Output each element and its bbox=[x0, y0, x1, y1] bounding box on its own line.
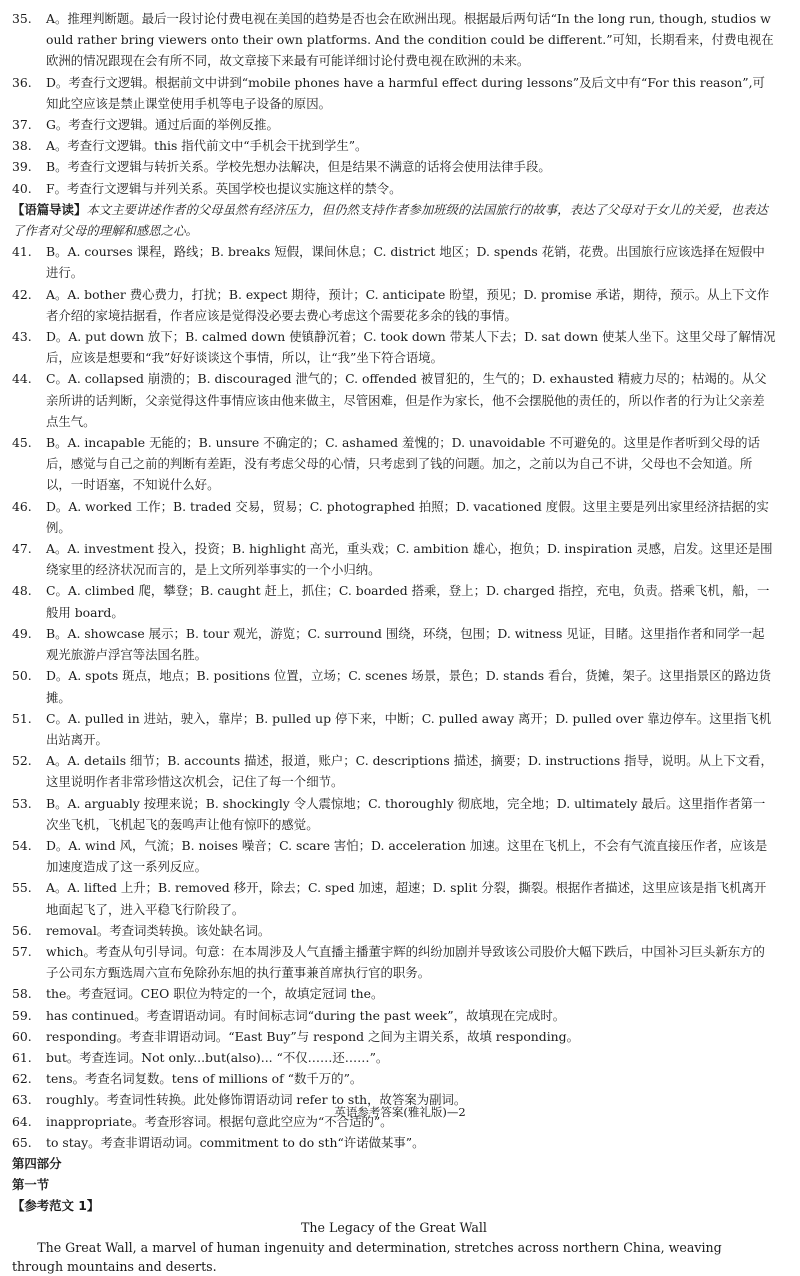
answer-item bbox=[12, 920, 776, 941]
item-number: 41. bbox=[12, 244, 32, 260]
item-number: 54. bbox=[12, 837, 32, 853]
item-text: A。A. investment 投入，投资；B. highlight 高光，重头戏；C. ambition 雄心，抱负；D. inspiration 灵感，启发。这里还是围绕家里的经济状况而言的，是上文所列举事实的一个小归纳。 bbox=[46, 541, 773, 578]
answer-item bbox=[12, 114, 776, 135]
answer-item bbox=[12, 284, 776, 326]
essay-title: The Legacy of the Great Wall bbox=[301, 1219, 487, 1235]
item-text: A。A. details 细节；B. accounts 描述，报道，账户；C. descriptions 描述，摘要；D. instructions 指导，说明。从上下文看，这里说明作者非常珍惜这次机会，记住了每一个细节。 bbox=[46, 753, 773, 790]
answer-item bbox=[12, 178, 776, 199]
item-number: 62. bbox=[12, 1071, 32, 1087]
answer-item bbox=[12, 623, 776, 665]
item-text: B。A. arguably 按理来说；B. shockingly 令人震惊地；C. thoroughly 彻底地，完全地；D. ultimately 最后。这里指作者第一次坐飞机，飞机起飞的轰鸣声让他有惊吓的感觉。 bbox=[46, 795, 766, 832]
item-text: B。考查行文逻辑与转折关系。学校先想办法解决，但是结果不满意的话将会使用法律手段。 bbox=[46, 159, 551, 175]
item-number: 59. bbox=[12, 1007, 32, 1023]
answer-item bbox=[12, 326, 776, 368]
item-text: B。A. showcase 展示；B. tour 观光，游览；C. surround 围绕，环绕，包围；D. witness 见证，目睹。这里指作者和同学一起观光旅游卢浮宫等法国名胜。 bbox=[46, 625, 765, 663]
item-number: 35. bbox=[12, 11, 32, 26]
item-text: the。考查冠词。CEO 职位为特定的一个，故填定冠词 the。 bbox=[46, 986, 384, 1002]
item-number: 38. bbox=[12, 138, 32, 154]
item-text: D。A. wind 风，气流；B. noises 噪音；C. scare 害怕；D. acceleration 加速。这里在飞机上，不会有气流直接压作者，应该是加速度造成了这一系列反应。 bbox=[46, 837, 768, 875]
answer-list-cloze bbox=[12, 241, 776, 1153]
answer-item bbox=[12, 8, 776, 72]
item-number: 36. bbox=[12, 74, 32, 90]
answer-item bbox=[12, 983, 776, 1004]
item-number: 49. bbox=[12, 625, 32, 641]
answer-item bbox=[12, 432, 776, 496]
answer-item bbox=[12, 368, 776, 432]
item-number: 48. bbox=[12, 583, 32, 599]
item-text: A。A. bother 费心费力，打扰；B. expect 期待，预计；C. anticipate 盼望，预见；D. promise 承诺，期待，预示。从上下文作者介绍的家境拮据看，作者应该是觉得没必要去费心考虑这个需要花多余的钱的事情。 bbox=[46, 286, 770, 323]
item-number: 64. bbox=[12, 1113, 32, 1129]
item-number: 51. bbox=[12, 710, 32, 726]
item-text: F。考查行文逻辑与并列关系。英国学校也提议实施这样的禁令。 bbox=[46, 180, 402, 196]
answer-item bbox=[12, 241, 776, 283]
item-number: 46. bbox=[12, 498, 32, 514]
answer-item bbox=[12, 941, 776, 983]
answer-item bbox=[12, 750, 776, 792]
item-number: 37. bbox=[12, 117, 32, 133]
item-number: 39. bbox=[12, 159, 32, 175]
item-number: 61. bbox=[12, 1049, 32, 1065]
item-number: 44. bbox=[12, 371, 32, 387]
item-text: D。A. worked 工作；B. traded 交易，贸易；C. photographed 拍照；D. vacationed 度假。这里主要是列出家里经济拮据的实例。 bbox=[46, 498, 769, 535]
answer-item bbox=[12, 1068, 776, 1089]
page-footer: 英语参考答案(雅礼版)—2 bbox=[334, 1105, 466, 1119]
item-number: 45. bbox=[12, 435, 32, 451]
item-text: to stay。考查非谓语动词。commitment to do sth“许诺做某事”。 bbox=[46, 1134, 425, 1150]
answer-item bbox=[12, 877, 776, 919]
item-text: C。A. pulled in 进站，驶入，靠岸；B. pulled up 停下来，中断；C. pulled away 离开；D. pulled over 靠边停车。这里指飞机出站离开。 bbox=[46, 710, 772, 747]
essay-paragraph: The Great Wall, a marvel of human ingenuity and determination, stretches across northern China, weaving through mountains and deserts. bbox=[12, 1239, 722, 1274]
item-text: has continued。考查谓语动词。有时间标志词“during the past week”，故填现在完成时。 bbox=[46, 1007, 566, 1023]
answer-item bbox=[12, 72, 776, 114]
item-number: 60. bbox=[12, 1028, 32, 1044]
item-number: 47. bbox=[12, 541, 32, 557]
item-number: 42. bbox=[12, 286, 32, 302]
answer-item bbox=[12, 580, 776, 622]
item-number: 52. bbox=[12, 753, 32, 769]
guide-text: 本文主要讲述作者的父母虽然有经济压力，但仍然支持作者参加班级的法国旅行的故事，表达了父母对于女儿的关爱，也表达了作者对父母的理解和感恩之心。 bbox=[12, 201, 768, 239]
answer-item bbox=[12, 156, 776, 177]
answer-item bbox=[12, 1005, 776, 1026]
item-number: 56. bbox=[12, 922, 32, 938]
item-number: 50. bbox=[12, 668, 32, 684]
sample-label: 【参考范文 1】 bbox=[12, 1198, 100, 1214]
answer-item bbox=[12, 793, 776, 835]
item-number: 55. bbox=[12, 880, 32, 896]
item-number: 57. bbox=[12, 943, 32, 959]
item-text: which。考查从句引导词。句意：在本周涉及人气直播主播董宇辉的纠纷加剧并导致该公司股价大幅下跌后，中国补习巨头新东方的子公司东方甄选周六宣布免除孙东旭的执行董事兼首席执行官的职务。 bbox=[46, 943, 765, 981]
item-number: 63. bbox=[12, 1092, 32, 1108]
answer-item bbox=[12, 538, 776, 580]
item-number: 65. bbox=[12, 1134, 32, 1150]
answer-item bbox=[12, 708, 776, 750]
item-text: B。A. incapable 无能的；B. unsure 不确定的；C. ashamed 羞愧的；D. unavoidable 不可避免的。这里是作者听到父母的话后，感觉与自己之前的判断有差距，没有考虑父母的心情，只考虑到了钱的问题。加之，之前以为自己不讲，父母也不会知道。所以，一时语塞，不知说什么好。 bbox=[46, 435, 760, 493]
answer-item bbox=[12, 1047, 776, 1068]
item-text: A。考查行文逻辑。this 指代前文中“手机会干扰到学生”。 bbox=[46, 138, 368, 154]
item-number: 43. bbox=[12, 329, 32, 345]
item-text: responding。考查非谓语动词。“East Buy”与 respond 之间为主谓关系，故填 responding。 bbox=[46, 1028, 579, 1044]
section-heading: 第一节 bbox=[12, 1177, 50, 1193]
item-text: D。A. spots 斑点，地点；B. positions 位置，立场；C. scenes 场景，景色；D. stands 看台，货摊，架子。这里指景区的路边货摊。 bbox=[46, 668, 772, 705]
passage-guide bbox=[12, 199, 776, 241]
item-text: but。考查连词。Not only...but(also)... “不仅……还……”。 bbox=[46, 1049, 389, 1065]
item-text: roughly。考查词性转换。此处修饰谓语动词 refer to sth，故答案为副词。 bbox=[46, 1092, 467, 1108]
answer-item bbox=[12, 835, 776, 877]
item-text: removal。考查词类转换。该处缺名词。 bbox=[46, 922, 271, 938]
part-heading: 第四部分 bbox=[12, 1155, 62, 1171]
item-text: A。推理判断题。最后一段讨论付费电视在美国的趋势是否也会在欧洲出现。根据最后两句话“In the long run, though, studios would rather bring viewers onto their own platforms. And the condition could be different.”可知，长期看来，付费电视在欧洲的情况跟现在会有所不同，故文章接下来最有可能详细讨论付费电视在欧洲的未来。 bbox=[46, 11, 774, 69]
answer-item bbox=[12, 665, 776, 707]
item-text: C。A. climbed 爬，攀登；B. caught 赶上，抓住；C. boarded 搭乘，登上；D. charged 指控，充电，负责。搭乘飞机，船，一般用 board。 bbox=[46, 583, 770, 620]
item-number: 58. bbox=[12, 986, 32, 1002]
answer-item bbox=[12, 1026, 776, 1047]
answer-item bbox=[12, 496, 776, 538]
item-text: D。A. put down 放下；B. calmed down 使镇静沉着；C. took down 带某人下去；D. sat down 使某人坐下。这里父母了解情况后，应该是想要和“我”好好谈谈这个事情，所以，让“我”坐下符合语境。 bbox=[46, 329, 776, 366]
answer-item bbox=[12, 135, 776, 156]
guide-tag: 【语篇导读】 bbox=[12, 201, 87, 217]
item-number: 40. bbox=[12, 180, 32, 196]
item-text: A。A. lifted 上升；B. removed 移开，除去；C. sped 加速，超速；D. split 分裂，撕裂。根据作者描述，这里应该是指飞机离开地面起飞了，进入平稳飞行阶段了。 bbox=[46, 880, 767, 917]
item-text: G。考查行文逻辑。通过后面的举例反推。 bbox=[46, 117, 279, 133]
item-text: D。考查行文逻辑。根据前文中讲到“mobile phones have a harmful effect during lessons”及后文中有“For this reason”,可知此空应该是禁止课堂使用手机等电子设备的原因。 bbox=[46, 74, 765, 111]
item-text: inappropriate。考查形容词。根据句意此空应为“不合适的”。 bbox=[46, 1113, 393, 1129]
answer-item bbox=[12, 1132, 776, 1153]
item-text: C。A. collapsed 崩溃的；B. discouraged 泄气的；C. offended 被冒犯的，生气的；D. exhausted 精疲力尽的；枯竭的。从父亲所讲的话判断，父亲觉得这件事情应该由他来做主，尽管困难，但是作为家长，他不会摆脱他的责任的，所以作者的行为让父亲差点生气。 bbox=[46, 371, 767, 429]
item-text: B。A. courses 课程，路线；B. breaks 短假，课间休息；C. district 地区；D. spends 花销，花费。出国旅行应该选择在短假中进行。 bbox=[46, 244, 765, 281]
item-text: tens。考查名词复数。tens of millions of “数千万的”。 bbox=[46, 1071, 363, 1087]
item-number: 53. bbox=[12, 795, 32, 811]
answer-list-reading bbox=[12, 8, 776, 199]
